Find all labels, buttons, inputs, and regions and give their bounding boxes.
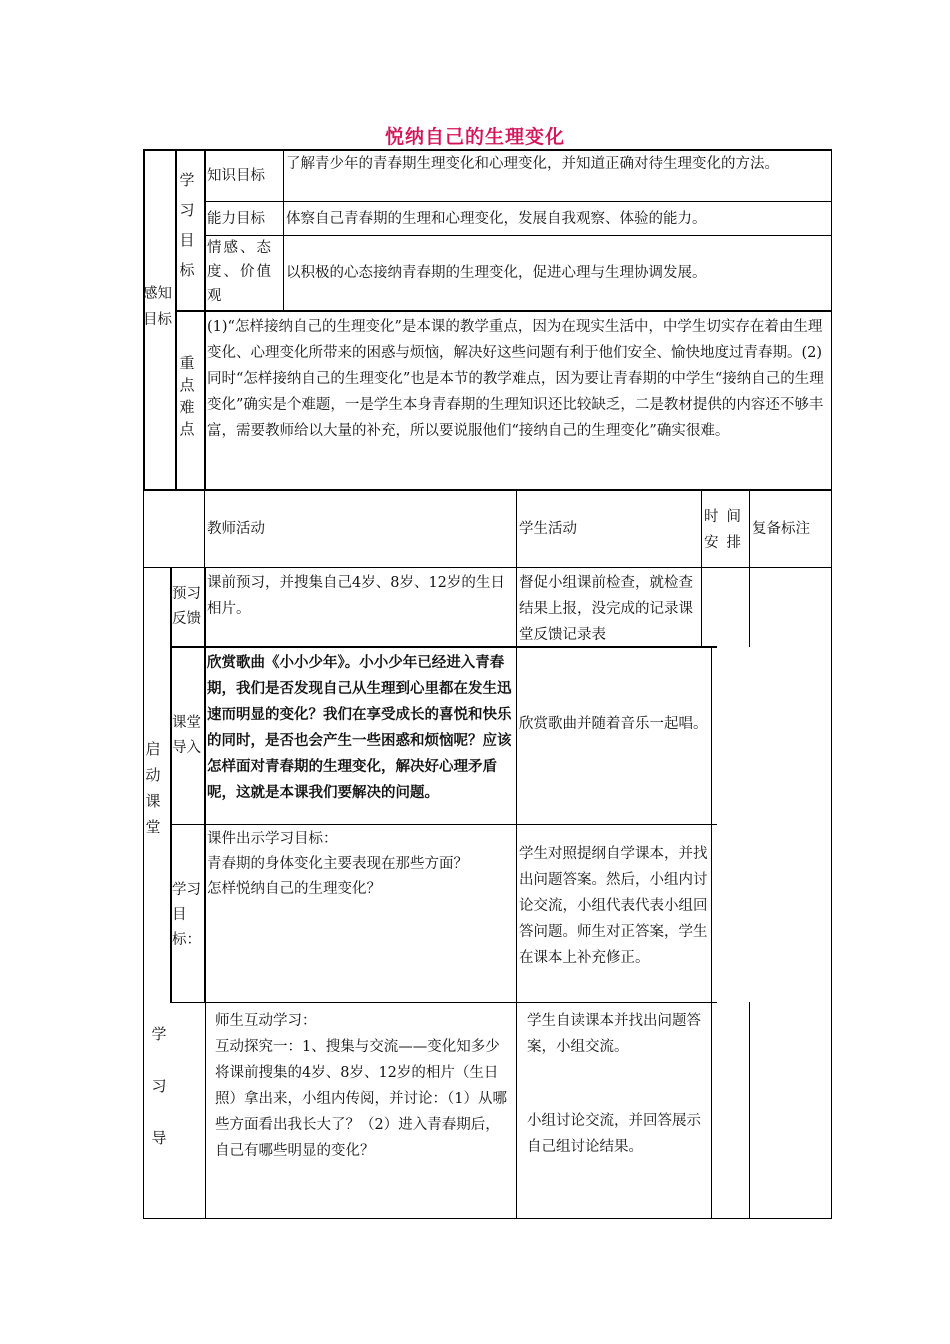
- start-right-border: [831, 567, 832, 1003]
- header-divider: [701, 489, 702, 568]
- guide-divider: [749, 1002, 750, 1219]
- guide-divider: [711, 1002, 712, 1219]
- goals-divider: [283, 149, 284, 311]
- guide-teacher-line: 互动探究一：1、搜集与交流——变化知多少: [215, 1039, 500, 1055]
- header-teacher-activity: 教师活动: [207, 521, 265, 537]
- guide-student-text-2: 小组讨论交流，并回答展示自己组讨论结果。: [527, 1113, 701, 1155]
- header-left-border: [143, 489, 144, 568]
- guide-teacher-text: [215, 1008, 513, 1164]
- row-divider: [204, 235, 832, 236]
- preview-label: 预习反馈: [172, 586, 201, 627]
- start-divider: [711, 647, 712, 1003]
- learning-goals-label: 学习目标: [179, 171, 195, 279]
- row-divider: [170, 824, 717, 825]
- table-right-border: [831, 149, 832, 568]
- row-divider: [170, 1002, 717, 1003]
- keypoints-text: (1)“怎样接纳自己的生理变化”是本课的教学重点，因为在现实生活中，中学生切实存在着由生理变化、心理变化所带来的困惑与烦恼，解决好这些问题有利于他们安全、愉快地度过青春期。(2)同时“怎样接纳自己的生理变化”也是本节的教学难点，因为要让青春期的中学生“接纳自己的生理变化”确实是个难题，一是学生本身青春期的生理知识还比较缺乏，二是教材提供的内容还不够丰富，需要教师给以大量的补充，所以要说服他们“接纳自己的生理变化”确实很难。: [207, 319, 824, 439]
- guide-divider: [516, 1002, 517, 1219]
- guide-left-border: [143, 1002, 144, 1219]
- start-divider: [516, 567, 517, 1003]
- intro-student-text: 欣赏歌曲并随着音乐一起唱。: [519, 716, 708, 732]
- guide-right-border: [831, 1002, 832, 1219]
- row-divider: [204, 201, 832, 202]
- start-class-label: 启动课堂: [145, 740, 161, 836]
- page-title: 悦纳自己的生理变化: [384, 126, 565, 148]
- guide-label: 学习导: [151, 1025, 167, 1147]
- knowledge-goal-text: 了解青少年的青春期生理变化和心理变化，并知道正确对待生理变化的方法。: [286, 156, 779, 172]
- guide-teacher-line: 将课前搜集的4岁、8岁、12岁的相片（生日照）拿出来，小组内传阅，并讨论：（1）从哪些方面看出我长大了？（2）进入青春期后，自己有哪些明显的变化？: [215, 1065, 507, 1159]
- row-divider: [143, 567, 832, 568]
- objectives-teacher-line: 怎样悦纳自己的生理变化？: [207, 881, 381, 897]
- ability-goal-text: 体察自己青春期的生理和心理变化，发展自我观察、体验的能力。: [286, 211, 707, 227]
- intro-label: 课堂导入: [172, 715, 201, 756]
- start-divider: [701, 567, 702, 647]
- header-student-activity: 学生活动: [519, 521, 577, 537]
- guide-student-text-1: 学生自读课本并找出问题答案，小组交流。: [527, 1013, 701, 1055]
- header-divider: [204, 489, 205, 568]
- perception-goals-label: 感知目标: [143, 286, 172, 328]
- header-notes: 复备标注: [752, 521, 810, 537]
- emotion-goal-label: 情感、态度、价值观: [207, 240, 273, 304]
- objectives-teacher-line: 青春期的身体变化主要表现在那些方面？: [207, 856, 468, 872]
- knowledge-goal-label: 知识目标: [207, 168, 265, 184]
- preview-teacher-text: 课前预习，并搜集自己4岁、8岁、12岁的生日相片。: [207, 575, 505, 617]
- header-time: 时间安排: [704, 509, 749, 551]
- start-divider: [749, 567, 750, 647]
- table-bottom-border: [143, 1218, 832, 1219]
- guide-divider: [205, 1002, 206, 1219]
- ability-goal-label: 能力目标: [207, 211, 265, 227]
- intro-teacher-text: 欣赏歌曲《小小少年》。小小少年已经进入青春期，我们是否发现自己从生理到心里都在发生迅速而明显的变化？我们在享受成长的喜悦和快乐的同时，是否也会产生一些困惑和烦恼呢？应该怎样面对青春期的生理变化，解决好心理矛盾呢，这就是本课我们要解决的问题。: [207, 654, 512, 801]
- preview-student-text: 督促小组课前检查，就检查结果上报，没完成的记录课堂反馈记录表: [519, 575, 693, 643]
- row-divider: [143, 489, 832, 491]
- header-divider: [516, 489, 517, 568]
- guide-teacher-line: 师生互动学习：: [215, 1013, 317, 1029]
- keypoints-label: 重点难点: [179, 354, 195, 438]
- row-divider: [175, 310, 832, 312]
- objectives-teacher-text: [207, 827, 515, 902]
- objectives-teacher-line: 课件出示学习目标：: [207, 831, 338, 847]
- emotion-goal-text: 以积极的心态接纳青春期的生理变化，促进心理与生理协调发展。: [286, 265, 707, 281]
- objectives-label: 学习目标：: [172, 882, 201, 948]
- objectives-student-text: 学生对照提纲自学课本，并找出问题答案。然后，小组内讨论交流，小组代表代表小组回答问题。师生对正答案，学生在课本上补充修正。: [519, 846, 708, 966]
